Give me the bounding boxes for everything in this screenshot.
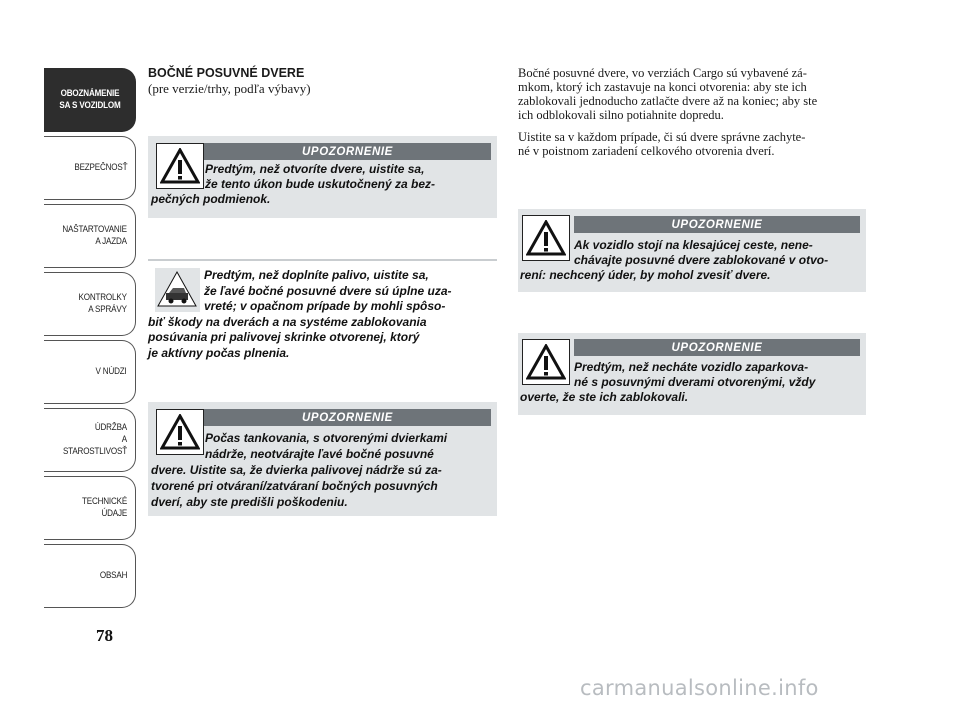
tab-v-nudzi[interactable] xyxy=(44,340,136,404)
paragraph xyxy=(518,66,868,122)
warning-text xyxy=(520,238,864,283)
warning-header: UPOZORNENIE xyxy=(204,143,491,160)
paragraph xyxy=(518,130,868,158)
warning-line: overte, že ste ich zablokovali. xyxy=(520,390,689,404)
warning-header: UPOZORNENIE xyxy=(204,409,491,426)
note-line: biť škody na dverách a na systéme zablokovania xyxy=(148,314,427,329)
tab-label: BEZPEČNOSŤ xyxy=(73,162,127,173)
chapter-tabs xyxy=(44,68,136,612)
tab-label: TECHNICKÉ ÚDAJE xyxy=(81,496,127,519)
text-line: mkom, ktorý ich zastavuje na konci otvorenia: aby ste ich xyxy=(518,80,807,94)
warning-line: pečných podmienok. xyxy=(151,192,271,206)
left-column xyxy=(148,66,496,96)
warning-box-refuel xyxy=(148,402,497,516)
warning-box-slope xyxy=(518,209,866,292)
divider xyxy=(148,259,497,261)
warning-line: Predtým, než necháte vozidlo zaparkova- xyxy=(574,360,809,374)
tab-oboznamenie[interactable] xyxy=(44,68,136,132)
note-line: je aktívny počas plnenia. xyxy=(148,345,290,360)
tab-label: ÚDRŽBA A STAROSTLIVOSŤ xyxy=(62,422,127,457)
text-line: ich odblokovali silno potiahnite dopredu. xyxy=(518,108,724,122)
text-line: zablokovali jednoducho zatlačte dvere až na koniec; aby ste xyxy=(518,94,818,108)
warning-header: UPOZORNENIE xyxy=(574,339,860,356)
tab-label: OBOZNÁMENIE SA S VOZIDLOM xyxy=(58,88,121,111)
note-line: vreté; v opačnom prípade by mohli spôso- xyxy=(204,299,446,313)
warning-line: že tento úkon bude uskutočnený za bez- xyxy=(205,177,436,191)
tab-bezpecnost[interactable] xyxy=(44,136,136,200)
tab-label: KONTROLKY A SPRÁVY xyxy=(78,292,127,315)
note-line: že ľavé bočné posuvné dvere sú úplne uza- xyxy=(204,283,452,298)
section-title: BOČNÉ POSUVNÉ DVERE xyxy=(148,66,305,80)
tab-technicke-udaje[interactable] xyxy=(44,476,136,540)
tab-udrzba[interactable] xyxy=(44,408,136,472)
tab-kontrolky[interactable] xyxy=(44,272,136,336)
watermark: carmanualsonline.info xyxy=(580,676,819,700)
warning-box-parking xyxy=(518,333,866,415)
warning-line: né s posuvnými dverami otvorenými, vždy xyxy=(574,375,816,389)
tab-label: NAŠTARTOVANIE A JAZDA xyxy=(62,224,127,247)
warning-line: dvere. Uistite sa, že dvierka palivovej nádrže sú za- xyxy=(151,463,442,477)
text-line: né v poistnom zariadení celkového otvorenia dverí. xyxy=(518,144,775,158)
page-number: 78 xyxy=(96,626,113,645)
right-column xyxy=(518,66,868,166)
text-line: Uistite sa v každom prípade, či sú dvere správne zachyte- xyxy=(518,130,806,144)
warning-line: Predtým, než otvoríte dvere, uistite sa, xyxy=(205,162,425,176)
warning-header: UPOZORNENIE xyxy=(574,216,860,233)
note-line: posúvania pri palivovej skrinke otvorenej, ktorý xyxy=(148,330,420,344)
tab-label: OBSAH xyxy=(99,570,127,581)
warning-line: Počas tankovania, s otvorenými dvierkami xyxy=(205,431,448,445)
note-line: Predtým, než doplníte palivo, uistite sa, xyxy=(204,268,429,282)
tab-label: V NÚDZI xyxy=(95,366,127,377)
tab-nastartovanie[interactable] xyxy=(44,204,136,268)
tab-obsah[interactable] xyxy=(44,544,136,608)
text-line: Bočné posuvné dvere, vo verziách Cargo sú vybavené zá- xyxy=(518,66,807,80)
warning-line: rení: nechcený úder, by mohol zvesiť dvere. xyxy=(520,268,771,282)
warning-text xyxy=(151,430,493,510)
fuel-note-text xyxy=(148,268,497,361)
warning-text xyxy=(520,360,864,405)
warning-line: nádrže, neotvárajte ľavé bočné posuvné xyxy=(205,447,434,461)
warning-line: dverí, aby ste predišli poškodeniu. xyxy=(151,495,348,509)
section-subtitle: (pre verzie/trhy, podľa výbavy) xyxy=(148,81,311,96)
warning-box-open-doors xyxy=(148,136,497,218)
warning-line: tvorené pri otváraní/zatváraní bočných posuvných xyxy=(151,479,438,493)
warning-line: Ak vozidlo stojí na klesajúcej ceste, nene- xyxy=(574,238,813,252)
warning-text xyxy=(151,162,493,207)
warning-line: chávajte posuvné dvere zablokované v otvo- xyxy=(574,253,829,267)
